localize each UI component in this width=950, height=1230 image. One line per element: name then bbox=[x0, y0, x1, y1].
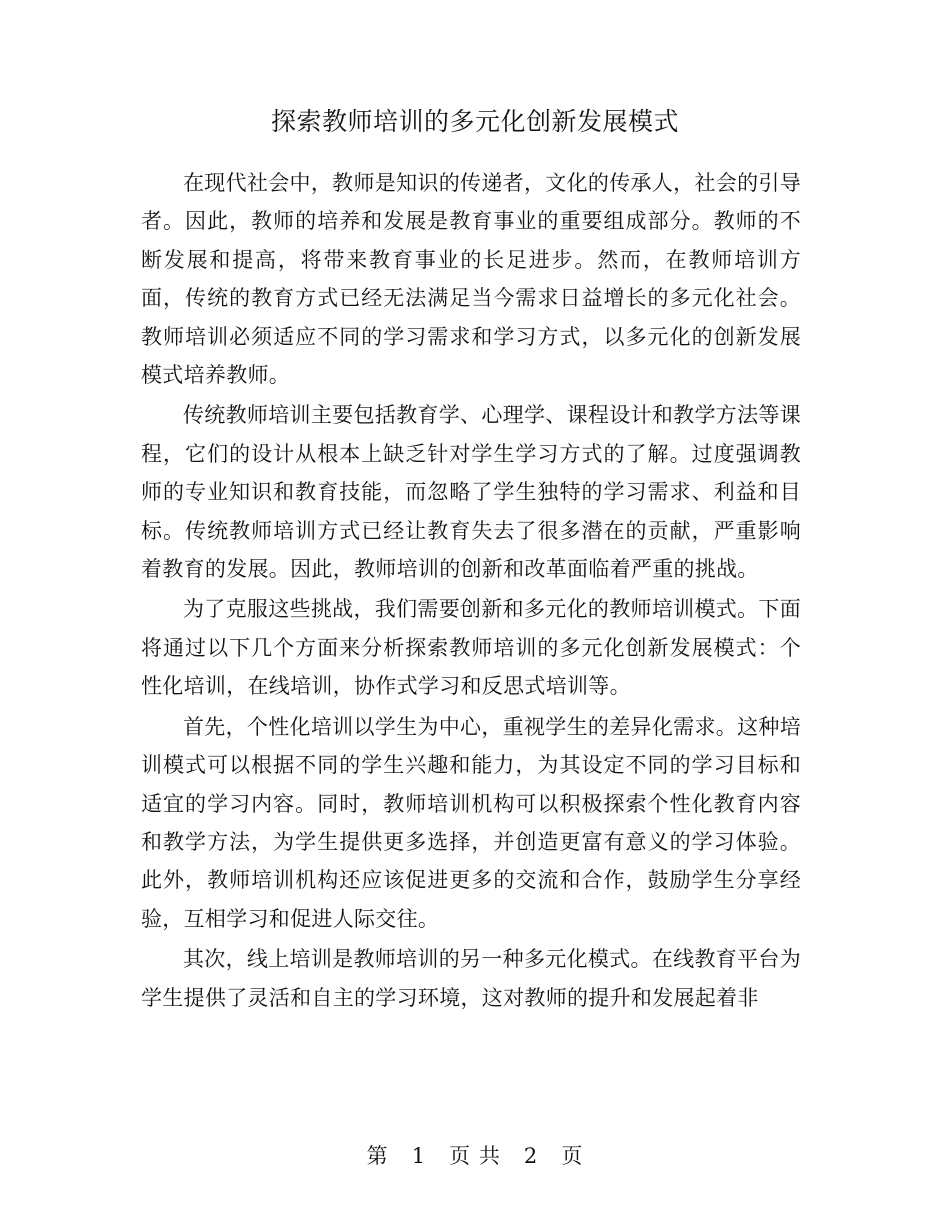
paragraph-3: 为了克服这些挑战，我们需要创新和多元化的教师培训模式。下面将通过以下几个方面来分析探索教师培训的多元化创新发展模式：个性化培训，在线培训，协作式学习和反思式培训等。 bbox=[141, 597, 801, 699]
page-label-prefix: 第 bbox=[366, 1144, 389, 1168]
paragraph-1: 在现代社会中，教师是知识的传递者，文化的传承人，社会的引导者。因此，教师的培养和发展是教育事业的重要组成部分。教师的不断发展和提高，将带来教育事业的长足进步。然而，在教师培训方面，传统的教育方式已经无法满足当今需求日益增长的多元化社会。教师培训必须适应不同的学习需求和学习方式，以多元化的创新发展模式培养教师。 bbox=[141, 171, 801, 388]
page-label-mid: 页 共 bbox=[449, 1144, 501, 1168]
page-total: 2 bbox=[523, 1144, 539, 1168]
document-title: 探索教师培训的多元化创新发展模式 bbox=[270, 107, 679, 136]
page-number-footer bbox=[0, 1141, 950, 1171]
paragraph-4: 首先，个性化培训以学生为中心，重视学生的差异化需求。这种培训模式可以根据不同的学生兴趣和能力，为其设定不同的学习目标和适宜的学习内容。同时，教师培训机构可以积极探索个性化教育内容和教学方法，为学生提供更多选择，并创造更富有意义的学习体验。此外，教师培训机构还应该促进更多的交流和合作，鼓励学生分享经验，互相学习和促进人际交往。 bbox=[141, 714, 801, 931]
page-current: 1 bbox=[411, 1144, 427, 1168]
document-body bbox=[141, 164, 801, 1019]
page-label-suffix: 页 bbox=[561, 1144, 584, 1168]
paragraph-2: 传统教师培训主要包括教育学、心理学、课程设计和教学方法等课程，它们的设计从根本上缺乏针对学生学习方式的了解。过度强调教师的专业知识和教育技能，而忽略了学生独特的学习需求、利益和目标。传统教师培训方式已经让教育失去了很多潜在的贡献，严重影响着教育的发展。因此，教师培训的创新和改革面临着严重的挑战。 bbox=[141, 403, 801, 582]
paragraph-5: 其次，线上培训是教师培训的另一种多元化模式。在线教育平台为学生提供了灵活和自主的学习环境，这对教师的提升和发展起着非 bbox=[141, 947, 801, 1010]
